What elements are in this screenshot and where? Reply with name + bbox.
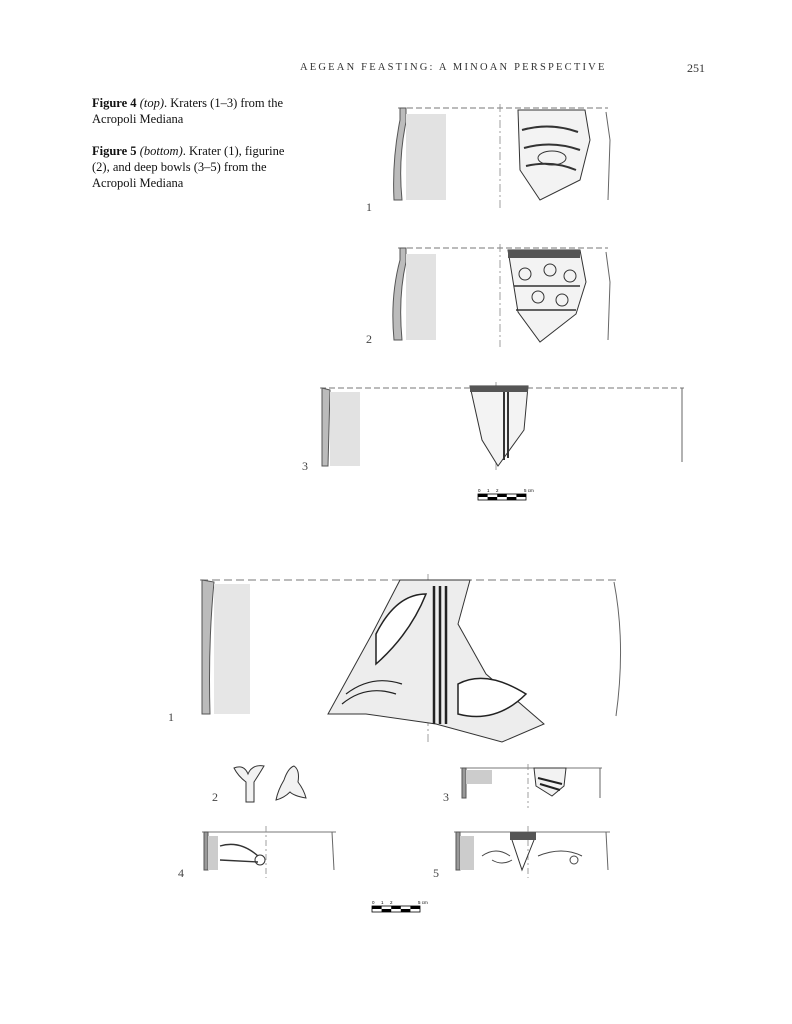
- krater-4-1-drawing: [380, 100, 620, 210]
- figure-4-scale-bar: [478, 487, 558, 503]
- figure-5-scale-bar: [372, 899, 452, 915]
- deep-bowl-5-3-drawing: [456, 764, 606, 808]
- figure-4-number-2: 2: [366, 332, 372, 346]
- figure-5-scale-tick-0: 0: [372, 900, 375, 905]
- figure-4-scale-tick-2: 2: [496, 488, 499, 493]
- figure-4-scale-tick-0: 0: [478, 488, 481, 493]
- figure-4-qualifier: (top): [139, 96, 164, 110]
- figure-4-caption: [92, 95, 292, 127]
- figure-4-text: . Kraters (1–3) from the Acropoli Mediana: [92, 96, 284, 126]
- figure-5-scale-tick-1: 1: [381, 900, 384, 905]
- figure-4-scale-tick-1: 1: [487, 488, 490, 493]
- figure-5-number-1: 1: [168, 710, 174, 724]
- figure-5-number-3: 3: [443, 790, 449, 804]
- figure-4-label: Figure 4: [92, 96, 137, 110]
- figure-5-number-4: 4: [178, 866, 184, 880]
- krater-4-3-drawing: [318, 380, 690, 470]
- krater-4-2-drawing: [380, 242, 620, 347]
- krater-5-1-drawing: [196, 574, 632, 744]
- deep-bowl-5-4-drawing: [200, 826, 340, 878]
- figure-5-number-5: 5: [433, 866, 439, 880]
- figure-4-number-3: 3: [302, 459, 308, 473]
- figurine-5-2-drawing: [230, 760, 310, 808]
- figure-5-label: Figure 5: [92, 144, 137, 158]
- figure-5-scale-end-label: 5 cm: [418, 900, 428, 905]
- page-number: 251: [687, 61, 705, 75]
- figure-5-text: . Krater (1), figurine (2), and deep bowls (3–5) from the Acropoli Mediana: [92, 144, 285, 190]
- figure-5-caption: [92, 143, 292, 191]
- figure-5-qualifier: (bottom): [139, 144, 183, 158]
- running-header: AEGEAN FEASTING: A MINOAN PERSPECTIVE: [300, 62, 607, 73]
- figure-4-scale-end-label: 5 cm: [524, 488, 534, 493]
- figure-5-scale-tick-2: 2: [390, 900, 393, 905]
- deep-bowl-5-5-drawing: [452, 826, 614, 878]
- figure-4-number-1: 1: [366, 200, 372, 214]
- figure-5-number-2: 2: [212, 790, 218, 804]
